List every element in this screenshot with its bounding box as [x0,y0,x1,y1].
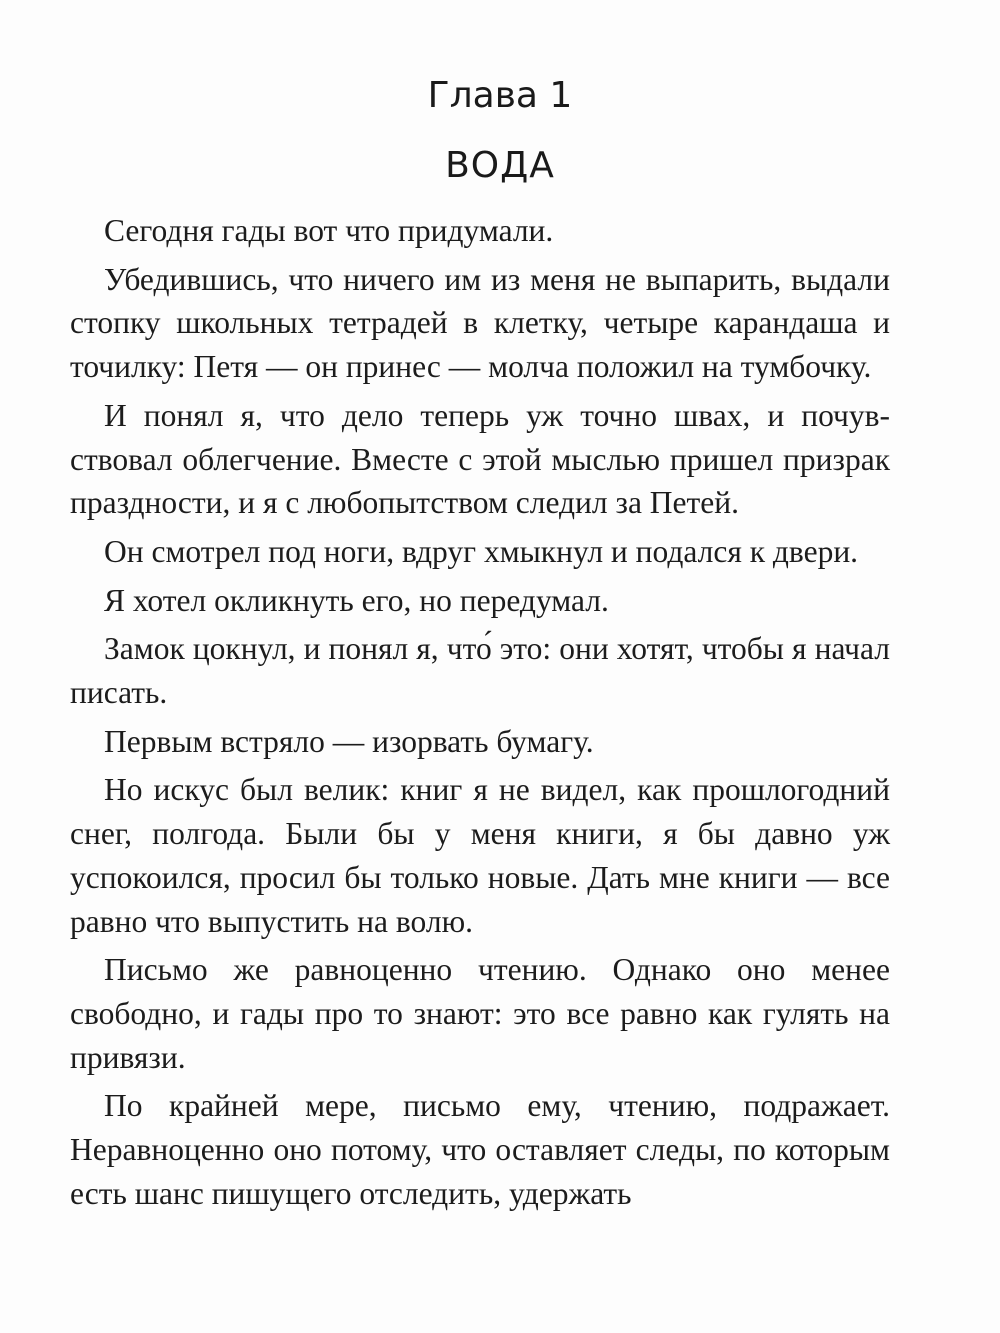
chapter-label: Глава 1 [427,75,573,116]
chapter-title: ВОДА [445,145,555,186]
body-text [70,209,890,1220]
paragraph: Первым встряло — изорвать бумагу. [104,723,594,759]
paragraph: Он смотрел под ноги, вдруг хмыкнул и подался к двери. [104,533,859,569]
paragraph: И понял я, что дело теперь уж точно швах, и почувствовал облегчение. Вместе с этой мыслью пришел призрак праздности, и я с любопытством следил за Петей. [70,397,890,521]
paragraph: По крайней мере, письмо ему, чтению, подражает. Неравноценно оно потому, что оставляет следы, по которым есть шанс пишущего отследить, удержать [70,1088,890,1211]
paragraph: Сегодня гады вот что придумали. [104,213,554,248]
paragraph: Письмо же равноценно чтению. Однако оно менее свободно, и гады про то знают: это все равно как гулять на привязи. [70,952,890,1075]
paragraph: Я хотел окликнуть его, но передумал. [104,582,609,618]
paragraph: Но искус был велик: книг я не видел, как прошлогодний снег, полгода. Были бы у меня книги, я бы давно уж успокоился, просил бы только новые. Дать мне книги — все равно что выпустить на волю. [70,772,890,939]
paragraph: Замок цокнул, и понял я, что́ это: они хотят, чтобы я начал писать. [70,631,890,711]
paragraph: Убедившись, что ничего им из меня не выпарить, выдали стопку школьных тетрадей в клетку, четыре карандаша и точилку: Петя — он принес — молча положил на тумбочку. [70,261,890,385]
